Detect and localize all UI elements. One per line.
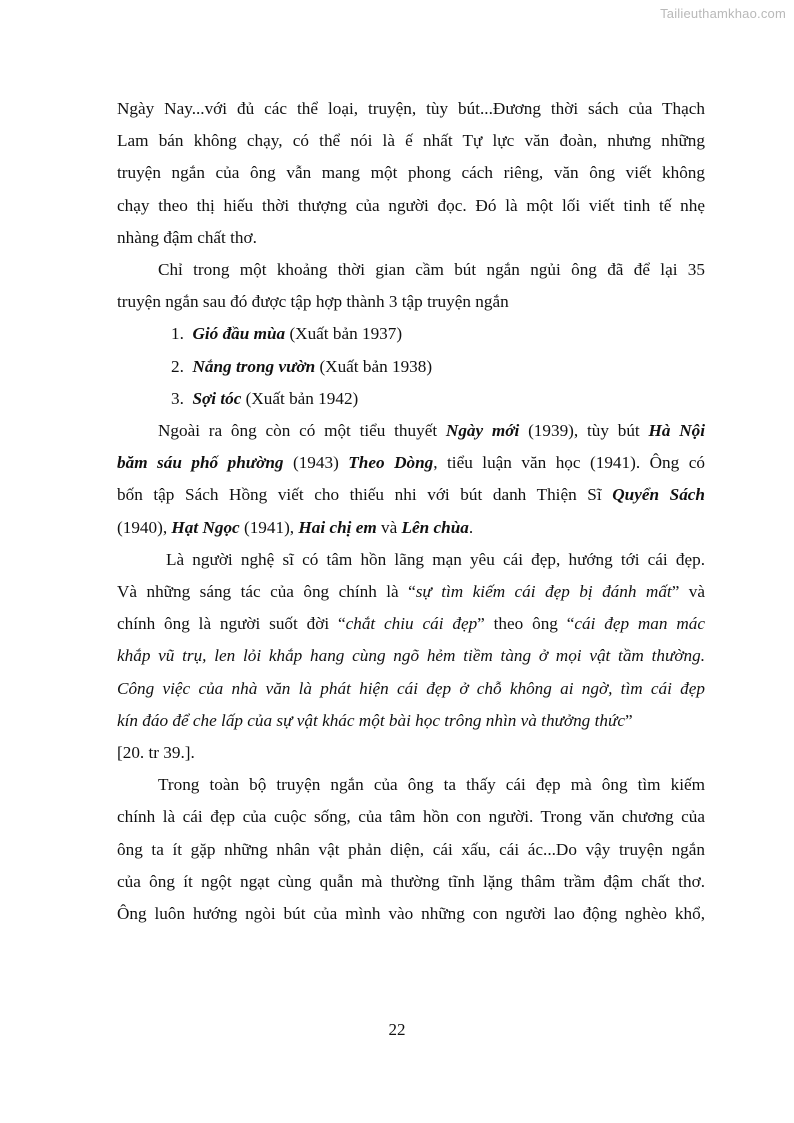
list-item — [117, 318, 705, 350]
list-note: (Xuất bản 1942) — [241, 388, 359, 408]
text-line: Ông luôn hướng ngòi bút của mình vào những con người lao động nghèo khổ, — [117, 904, 705, 924]
book-title: Quyển Sách — [612, 485, 705, 505]
book-title: Lên chùa — [401, 517, 469, 537]
text-run: . — [468, 517, 474, 537]
text-line: Trong toàn bộ truyện ngắn của ông ta thấy cái đẹp mà ông tìm kiếm — [158, 775, 705, 795]
text-run: và — [376, 517, 402, 537]
text-line — [117, 705, 705, 737]
text-line: truyện ngắn của ông vẫn mang một phong cách riêng, văn ông viết không — [117, 163, 705, 183]
page-body — [117, 93, 705, 930]
page-number: 22 — [388, 1020, 406, 1039]
list-note: (Xuất bản 1937) — [285, 324, 403, 344]
text-run: Ngoài ra ông còn có một tiểu thuyết — [158, 421, 446, 441]
book-title: Sợi tóc — [192, 388, 242, 408]
text-run: ” và — [671, 582, 706, 602]
book-title: Hà Nội — [648, 421, 705, 441]
text-line: Là người nghệ sĩ có tâm hồn lãng mạn yêu cái đẹp, hướng tới cái đẹp. — [166, 549, 705, 569]
book-title: băm sáu phố phường — [117, 453, 284, 473]
book-title: Nắng trong vườn — [192, 356, 316, 376]
text-line: Chỉ trong một khoảng thời gian cầm bút ngắn ngủi ông đã để lại 35 — [158, 260, 705, 280]
quote-line: khắp vũ trụ, len lỏi khắp hang cùng ngõ hẻm tiềm tàng ở mọi vật tầm thường. — [117, 646, 705, 666]
watermark: Tailieuthamkhao.com — [660, 6, 786, 21]
text-run: Và những sáng tác của ông chính là “ — [117, 582, 416, 602]
text-run: chính ông là người suốt đời “ — [117, 614, 346, 634]
text-run: , tiểu luận văn học (1941). Ông có — [433, 453, 705, 473]
text-line: ông ta ít gặp những nhân vật phản diện, cái xấu, cái ác...Do vậy truyện ngắn — [117, 839, 705, 859]
text-run: (1943) — [283, 453, 349, 473]
text-line — [117, 415, 705, 447]
text-line: nhàng đậm chất thơ. — [117, 227, 257, 247]
quote: cái đẹp man mác — [574, 614, 705, 634]
quote: kín đáo để che lấp của sự vật khác một bài học trông nhìn và thưởng thức — [117, 710, 625, 730]
quote: sự tìm kiếm cái đẹp bị đánh mất — [415, 582, 672, 602]
text-line — [117, 447, 705, 479]
book-title: Ngày mới — [445, 421, 520, 441]
quote: chắt chiu cái đẹp — [345, 614, 478, 634]
text-line — [117, 576, 705, 608]
book-title: Gió đầu mùa — [192, 324, 286, 344]
text-line — [117, 608, 705, 640]
citation: [20. tr 39.]. — [117, 743, 195, 763]
list-number: 3. — [171, 388, 184, 408]
text-run: (1939), tùy bút — [519, 421, 649, 441]
quote-line: Công việc của nhà văn là phát hiện cái đẹp ở chỗ không ai ngờ, tìm cái đẹp — [117, 678, 705, 698]
text-line: Lam bán không chạy, có thể nói là ế nhất Tự lực văn đoàn, nhưng những — [117, 131, 705, 151]
text-line — [117, 479, 705, 511]
book-title: Hạt Ngọc — [171, 517, 240, 537]
list-note: (Xuất bản 1938) — [315, 356, 433, 376]
text-run: (1940), — [117, 517, 172, 537]
text-line: chính là cái đẹp của cuộc sống, của tâm hồn con người. Trong văn chương của — [117, 807, 705, 827]
book-title: Hai chị em — [298, 517, 377, 537]
list-number: 1. — [171, 324, 184, 344]
list-number: 2. — [171, 356, 184, 376]
text-line: của ông ít ngột ngạt cùng quẫn mà thường tĩnh lặng thâm trầm đậm chất thơ. — [117, 871, 705, 891]
book-title: Theo Dòng — [348, 453, 434, 473]
text-run: ” theo ông “ — [477, 614, 575, 634]
text-line — [117, 512, 705, 544]
text-run: bốn tập Sách Hồng viết cho thiếu nhi với bút danh Thiện Sĩ — [117, 485, 613, 505]
text-line: Ngày Nay...với đủ các thể loại, truyện, tùy bút...Đương thời sách của Thạch — [117, 99, 705, 118]
text-line: chạy theo thị hiếu thời thượng của người đọc. Đó là một lối viết tinh tế nhẹ — [117, 195, 705, 215]
text-line: truyện ngắn sau đó được tập hợp thành 3 tập truyện ngắn — [117, 292, 509, 312]
text-run: (1941), — [239, 517, 299, 537]
text-run: ” — [624, 710, 633, 730]
list-item — [117, 351, 705, 383]
list-item — [117, 383, 705, 415]
